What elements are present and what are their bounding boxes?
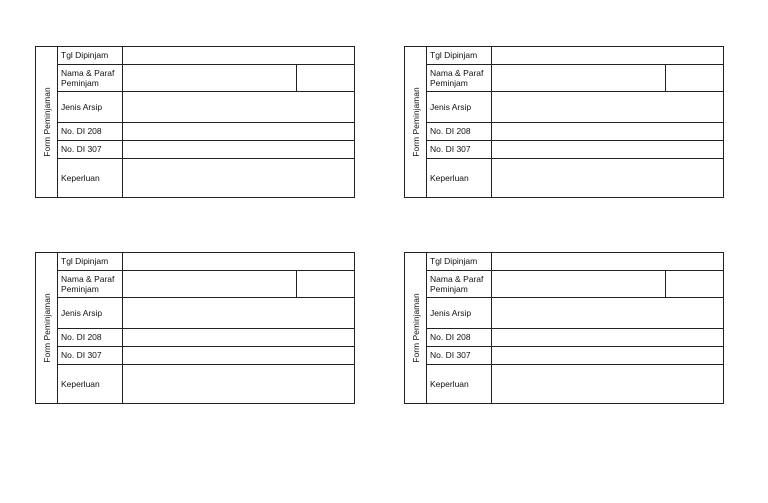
loan-form-1 xyxy=(35,46,355,198)
label-tgl-dipinjam: Tgl Dipinjam xyxy=(427,253,492,270)
row-no-di-208 xyxy=(427,123,723,141)
field-no-di-208[interactable] xyxy=(492,329,723,346)
row-jenis-arsip xyxy=(58,298,354,329)
form-side-panel xyxy=(405,47,427,197)
form-side-panel xyxy=(36,47,58,197)
field-tgl-dipinjam[interactable] xyxy=(123,47,354,64)
field-no-di-208[interactable] xyxy=(123,123,354,140)
label-jenis-arsip: Jenis Arsip xyxy=(58,298,123,328)
form-side-title: Form Peminjaman xyxy=(410,293,421,363)
row-nama-paraf xyxy=(427,271,723,298)
label-no-di-208: No. DI 208 xyxy=(427,329,492,346)
form-side-panel xyxy=(36,253,58,403)
label-no-di-307: No. DI 307 xyxy=(58,347,123,364)
label-keperluan: Keperluan xyxy=(58,159,123,197)
field-paraf-peminjam[interactable] xyxy=(296,271,354,297)
label-keperluan: Keperluan xyxy=(427,159,492,197)
label-tgl-dipinjam: Tgl Dipinjam xyxy=(58,253,123,270)
form-side-title: Form Peminjaman xyxy=(41,293,52,363)
row-tgl-dipinjam xyxy=(427,253,723,271)
row-no-di-208 xyxy=(58,123,354,141)
field-keperluan[interactable] xyxy=(123,159,354,197)
label-tgl-dipinjam: Tgl Dipinjam xyxy=(427,47,492,64)
form-side-title: Form Peminjaman xyxy=(410,87,421,157)
label-tgl-dipinjam: Tgl Dipinjam xyxy=(58,47,123,64)
row-nama-paraf xyxy=(427,65,723,92)
field-tgl-dipinjam[interactable] xyxy=(492,253,723,270)
field-jenis-arsip[interactable] xyxy=(123,92,354,122)
field-no-di-307[interactable] xyxy=(492,141,723,158)
field-no-di-208[interactable] xyxy=(123,329,354,346)
field-no-di-307[interactable] xyxy=(492,347,723,364)
row-tgl-dipinjam xyxy=(58,47,354,65)
field-no-di-307[interactable] xyxy=(123,141,354,158)
label-no-di-208: No. DI 208 xyxy=(58,329,123,346)
form-side-title: Form Peminjaman xyxy=(41,87,52,157)
row-no-di-307 xyxy=(427,141,723,159)
label-no-di-307: No. DI 307 xyxy=(427,141,492,158)
field-tgl-dipinjam[interactable] xyxy=(123,253,354,270)
row-jenis-arsip xyxy=(427,298,723,329)
row-no-di-307 xyxy=(427,347,723,365)
label-no-di-208: No. DI 208 xyxy=(58,123,123,140)
field-no-di-208[interactable] xyxy=(492,123,723,140)
field-paraf-peminjam[interactable] xyxy=(665,65,723,91)
label-jenis-arsip: Jenis Arsip xyxy=(427,92,492,122)
label-jenis-arsip: Jenis Arsip xyxy=(58,92,123,122)
row-no-di-208 xyxy=(427,329,723,347)
label-no-di-208: No. DI 208 xyxy=(427,123,492,140)
label-nama-paraf: Nama & Paraf Peminjam xyxy=(58,65,123,91)
field-jenis-arsip[interactable] xyxy=(492,92,723,122)
field-keperluan[interactable] xyxy=(123,365,354,403)
label-keperluan: Keperluan xyxy=(427,365,492,403)
loan-form-2 xyxy=(404,46,724,198)
row-no-di-307 xyxy=(58,141,354,159)
row-no-di-307 xyxy=(58,347,354,365)
label-jenis-arsip: Jenis Arsip xyxy=(427,298,492,328)
row-tgl-dipinjam xyxy=(58,253,354,271)
row-keperluan xyxy=(58,159,354,197)
field-keperluan[interactable] xyxy=(492,365,723,403)
label-keperluan: Keperluan xyxy=(58,365,123,403)
field-paraf-peminjam[interactable] xyxy=(665,271,723,297)
field-jenis-arsip[interactable] xyxy=(123,298,354,328)
form-side-panel xyxy=(405,253,427,403)
row-keperluan xyxy=(58,365,354,403)
row-no-di-208 xyxy=(58,329,354,347)
loan-form-3 xyxy=(35,252,355,404)
label-nama-paraf: Nama & Paraf Peminjam xyxy=(427,65,492,91)
field-jenis-arsip[interactable] xyxy=(492,298,723,328)
label-no-di-307: No. DI 307 xyxy=(58,141,123,158)
row-keperluan xyxy=(427,159,723,197)
field-tgl-dipinjam[interactable] xyxy=(492,47,723,64)
row-jenis-arsip xyxy=(58,92,354,123)
row-jenis-arsip xyxy=(427,92,723,123)
label-no-di-307: No. DI 307 xyxy=(427,347,492,364)
loan-form-4 xyxy=(404,252,724,404)
field-no-di-307[interactable] xyxy=(123,347,354,364)
label-nama-paraf: Nama & Paraf Peminjam xyxy=(427,271,492,297)
row-keperluan xyxy=(427,365,723,403)
field-paraf-peminjam[interactable] xyxy=(296,65,354,91)
field-keperluan[interactable] xyxy=(492,159,723,197)
row-tgl-dipinjam xyxy=(427,47,723,65)
row-nama-paraf xyxy=(58,271,354,298)
label-nama-paraf: Nama & Paraf Peminjam xyxy=(58,271,123,297)
row-nama-paraf xyxy=(58,65,354,92)
